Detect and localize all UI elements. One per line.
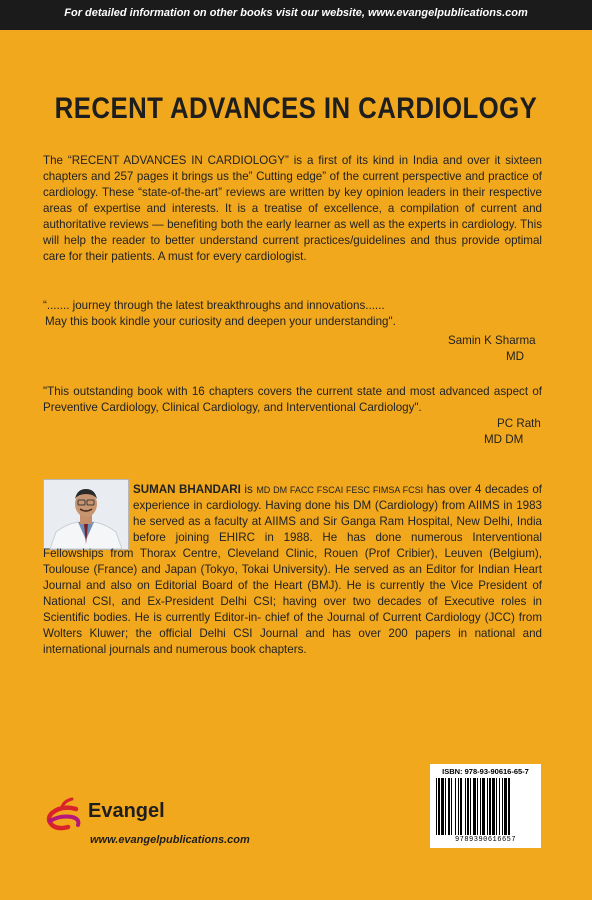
author-bio	[43, 482, 542, 658]
evangel-logo-icon	[42, 795, 86, 833]
author-credentials: MD DM FACC FSCAI FESC FIMSA FCSI	[256, 485, 424, 495]
author-name: SUMAN BHANDARI	[133, 483, 241, 496]
endorser-2-name: PC Rath	[497, 417, 541, 430]
barcode-block	[430, 764, 541, 848]
isbn-label: ISBN: 978-93-90616-65-7	[442, 767, 529, 776]
author-bio-text: has over 4 decades of experience in cardiology. Having done his DM (Cardiology) from AIIMS in 1983 he served as a faculty at AIIMS and Sir Ganga Ram Hospital, New Delhi, India before joining EHIRC in 1988. He has done numerous Interventional Fellowships from Thorax Centre, Cleveland Clinic, Rouen (Prof Cribier), Leuven (Belgium), Toulouse (France) and Japan (Tokyo, Tokai University). He served as an Editor for Indian Heart Journal and also on Editorial Board of the Heart (BMJ). He is currently the Vice President of National CSI, and Ex-President Delhi CSI; having over two decades of Executive roles in Scientific bodies. He is currently Editor-in- chief of the Journal of Current Cardiology (JCC) from Wolters Kluwer; the official Delhi CSI Journal and has over 200 papers in national and international journals and numerous book chapters.	[43, 483, 542, 656]
publisher-url: www.evangelpublications.com	[90, 834, 250, 846]
endorser-1-name: Samin K Sharma	[448, 334, 536, 347]
top-banner	[0, 0, 592, 30]
review-quote: "This outstanding book with 16 chapters covers the current state and most advanced aspect of Preventive Cardiology, Clinical Cardiology, and Interventional Cardiology".	[43, 385, 542, 414]
website-notice: For detailed information on other books visit our website, www.evangelpublications.com	[64, 7, 528, 19]
quote-line-1: “....... journey through the latest breakthroughs and innovations......	[43, 299, 385, 312]
author-is: is	[244, 483, 253, 496]
book-description: The “RECENT ADVANCES IN CARDIOLOGY” is a first of its kind in India and over it sixteen chapters and 257 pages it brings us the” Cutting edge” of the current perspective and practice of cardiology. These “state-of-the-art” reviews are written by key opinion leaders in their respective areas of expertise and interests. It is a treatise of excellence, a compilation of current and authoritative reviews — benefiting both the early learner as well as the experts in cardiology. This will help the reader to better understand current practices/guidelines and thus provide optimal care for their patients. A must for every cardiologist.	[43, 154, 542, 263]
barcode-digits: 9789390616657	[454, 836, 517, 844]
endorser-1-degree: MD	[506, 350, 525, 363]
endorser-2-degree: MD DM	[484, 433, 524, 446]
publisher-name: Evangel	[88, 800, 165, 822]
book-title: RECENT ADVANCES IN CARDIOLOGY	[54, 92, 538, 125]
quote-line-2: May this book kindle your curiosity and deepen your understanding".	[45, 315, 396, 328]
